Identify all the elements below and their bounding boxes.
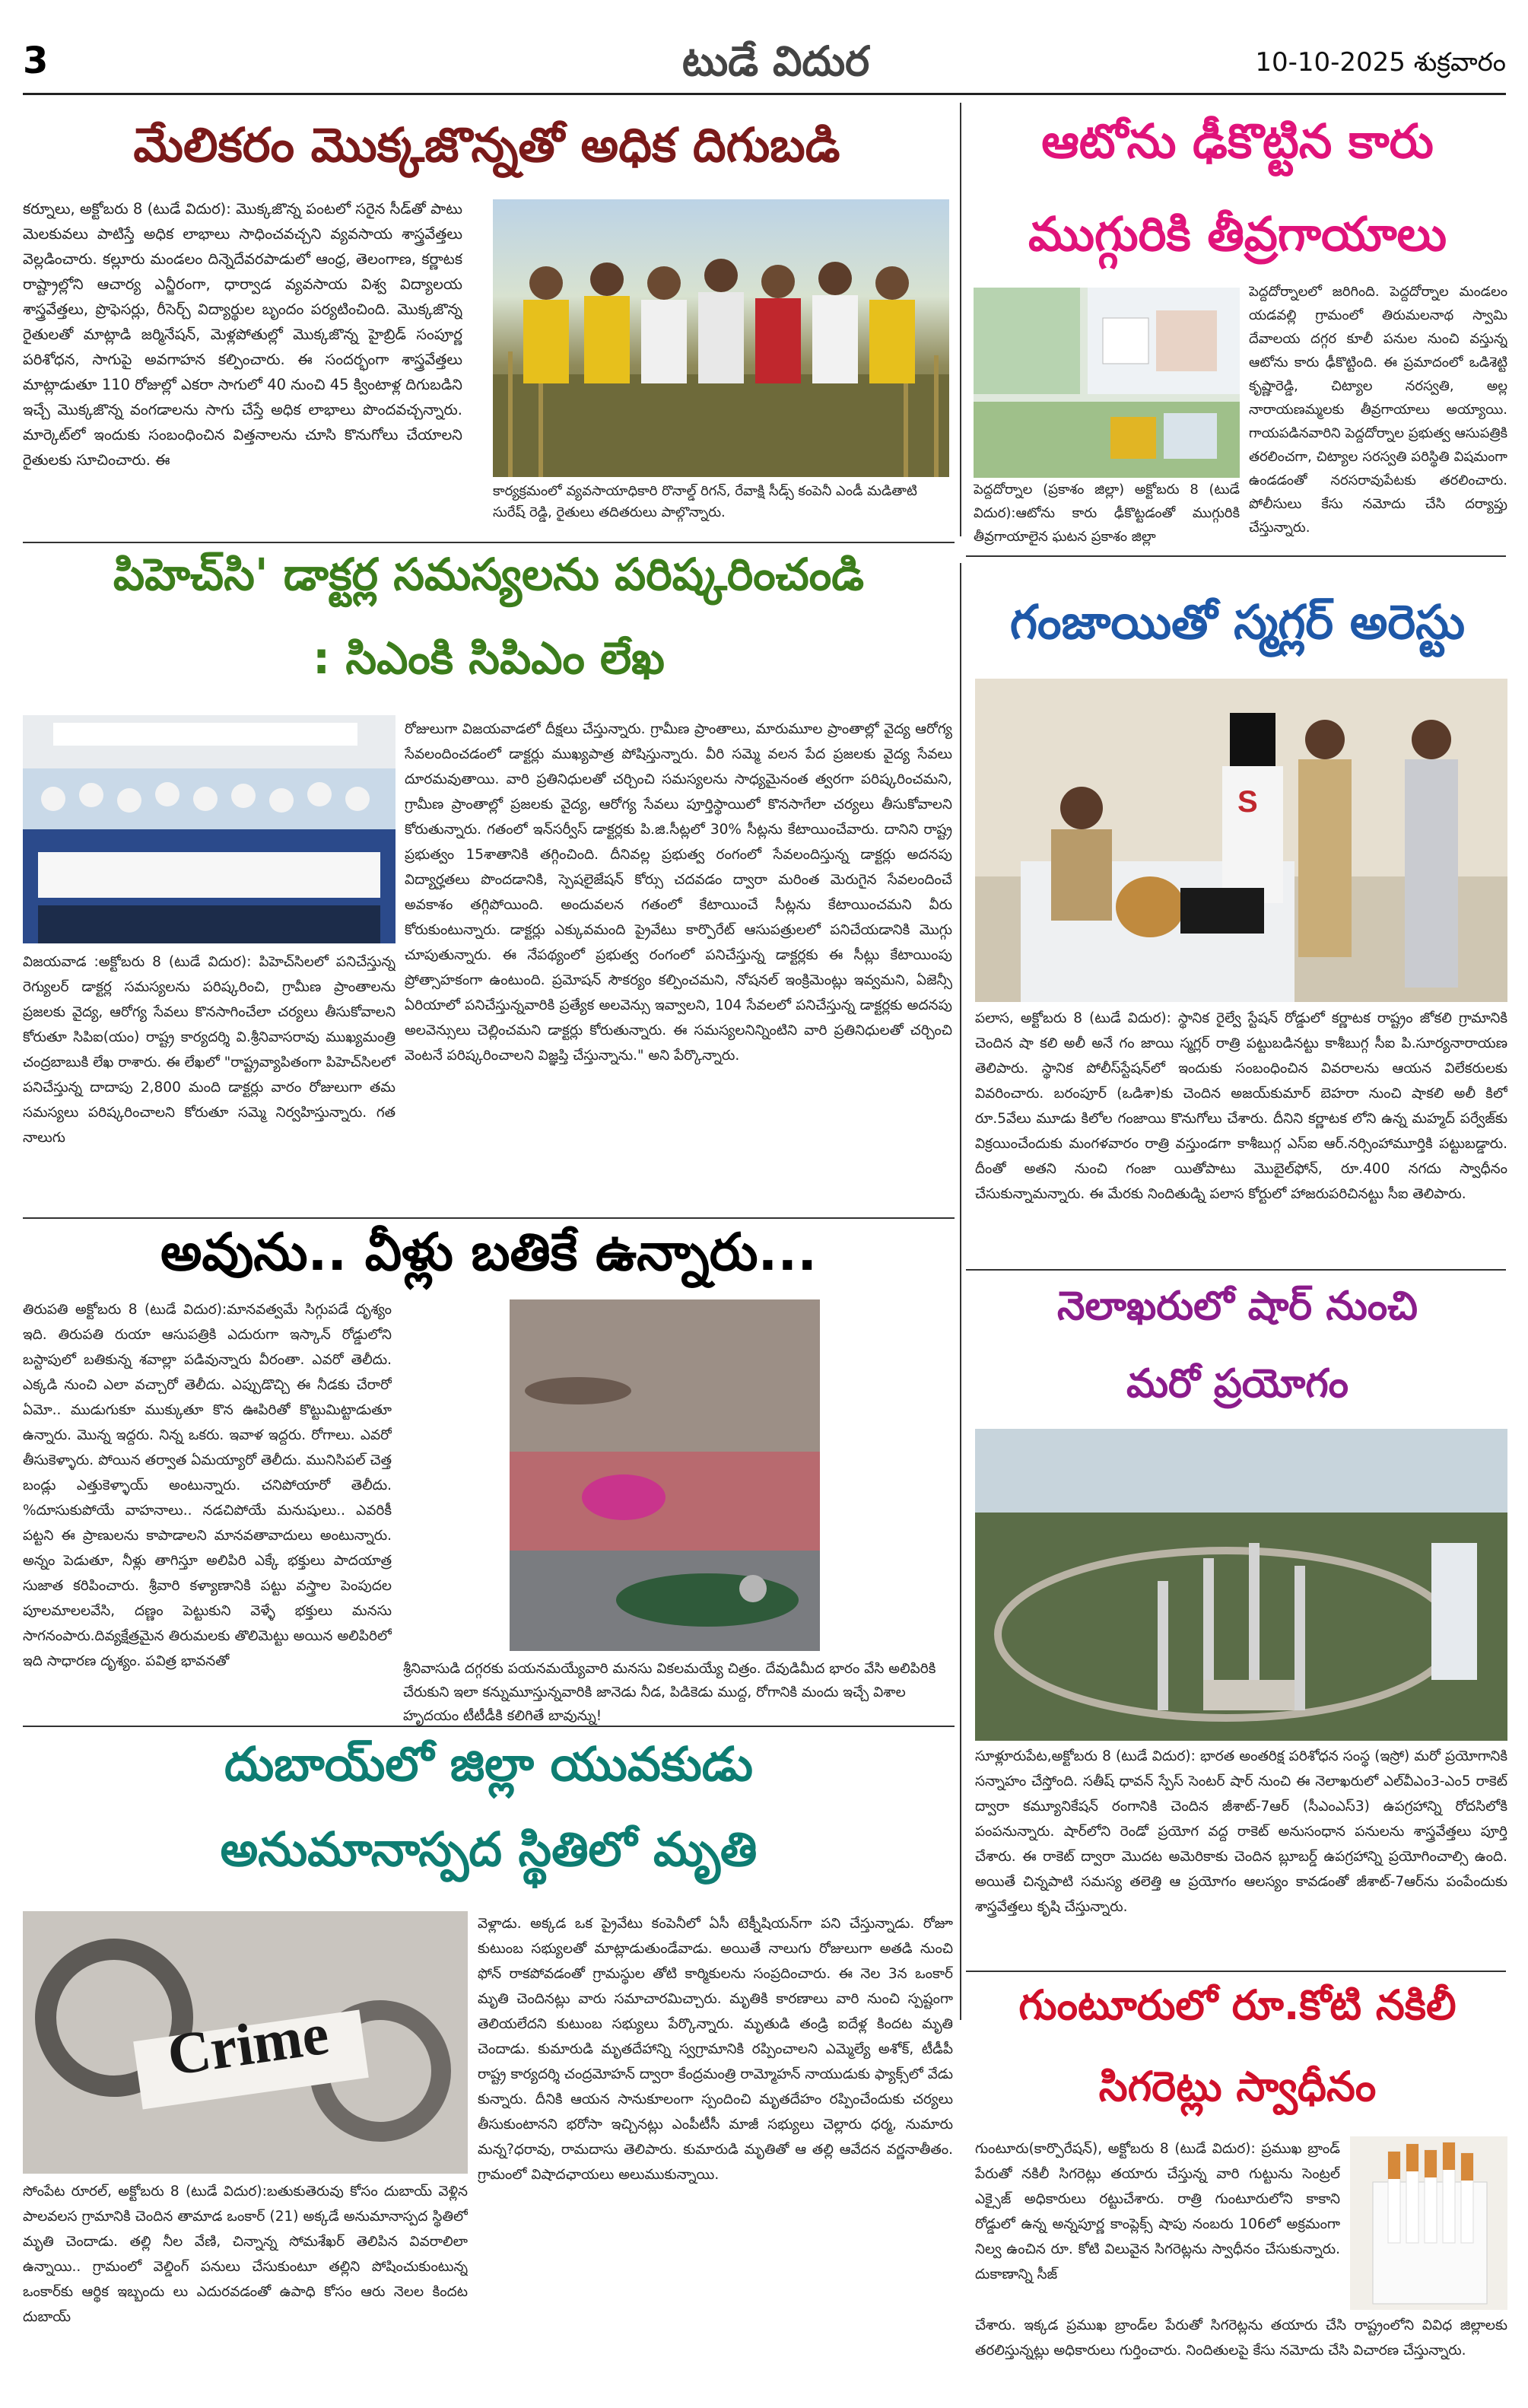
story7-body-left: సోంపేట రూరల్, అక్టోబరు 8 (టుడే విదుర):బతుకుతెరువు కోసం దుబాయ్ వెళ్లిన పాలవలస గ్రామానికి చెందిన తామాడ ఒంకార్ (21) అక్కడే అనుమానాస్పద స్థితిలో మృతి చెందాడు. తల్లి నీల వేణి, చిన్నాన్న సోమశేఖర్ తెలిపిన వివరాలిలా ఉన్నాయి.. గ్రామంలో వెల్డింగ్ పనులు చేసుకుంటూ తల్లిని పోషించుకుంటున్న ఒంకార్‌కు ఆర్థిక ఇబ్బందు లు ఎదురవడంతో ఉపాధి కోసం ఆరు నెలల కిందట దుబాయ్ <box>23 2184 468 2325</box>
section-divider <box>966 1269 1506 1271</box>
story7-headline-line2: అనుమానాస్పద స్థితిలో మృతి <box>220 1821 758 1877</box>
story8-body-left: గుంటూరు(కార్పొరేషన్), అక్టోబరు 8 (టుడే విదుర): ప్రముఖ బ్రాండ్ పేరుతో నకిలీ సిగరెట్లు తయారు చేస్తున్న వారి గుట్టును సెంట్రల్ ఎక్సైజ్ అధికారులు రట్టుచేశారు. రాత్రి గుంటూరులోని కాకాని రోడ్డులో ఉన్న అన్నపూర్ణ కాంప్లెక్స్ షాపు నంబరు 106లో అక్రమంగా నిల్వ ఉంచిన రూ. కోటి విలువైన సిగరెట్లను స్వాధీనం చేసుకున్నారు. దుకాణాన్ని సీజ్ <box>975 2141 1340 2282</box>
story4-headline: గంజాయితో స్మగ్లర్ అరెస్టు <box>1009 594 1466 650</box>
story6-headline-line2: మరో ప్రయోగం <box>1126 1361 1349 1407</box>
story5-photo <box>510 1299 820 1651</box>
story4-photo <box>975 679 1507 1002</box>
section-divider <box>23 1726 955 1727</box>
story7-photo <box>23 1911 468 2174</box>
story7-body-right: వెళ్లాడు. అక్కడ ఒక ప్రైవేటు కంపెనీలో ఏసీ టెక్నీషియన్‌గా పని చేస్తున్నాడు. రోజూ కుటుంబ సభ్యులతో మాట్లాడుతుండేవాడు. అయితే నాలుగు రోజులుగా అతడి నుంచి ఫోన్ రాకపోవడంతో గ్రామస్థుల తోటి కార్మికులను సంప్రదించారు. ఈ నెల 3న ఒంకార్ మృతి చెందినట్లు వారు సమాచారమిచ్చారు. మృతికి కారణాలు వారి నుంచి స్పష్టంగా తెలియలేదని కుటుంబ సభ్యులు పేర్కొన్నారు. మృతుడి తండ్రి ఐదేళ్ల కిందట మృతి చెందాడు. కుమారుడి మృతదేహాన్ని స్వగ్రామానికి రప్పించాలని ఎమ్మెల్యే అశోక్, టీడీపీ రాష్ట్ర కార్యదర్శి చంద్రమోహన్ ద్వారా కేంద్రమంత్రి రామ్మోహన్ నాయుడుకు ఫ్యాక్స్‌లో వేడు కున్నారు. దీనికి ఆయన సానుకూలంగా స్పందించి మృతదేహం రప్పించేందుకు చర్యలు తీసుకుంటానని భరోసా ఇచ్చినట్లు ఎంపీటీసీ మాజీ సభ్యులు చెల్లారు ధర్మ, నుమారు మన్న?ధరావు, రామదాసు తెలిపారు. కుమారుడి మృతితో ఆ తల్లి ఆవేదన వర్ణనాతీతం. గ్రామంలో విషాదఛాయలు అలుముకున్నాయి. <box>478 1916 953 2183</box>
story2-body-right: పెద్దదోర్నాలలో జరిగింది. పెద్దదోర్నాల మండలం యడవల్లి గ్రామంలో తిరుమలనాథ స్వామి దేవాలయ దగ్గర కూలీ పనుల నుంచి వస్తున్న ఆటోను కారు ఢీకొట్టింది. ఈ ప్రమాదంలో ఒడిశెట్టి కృష్ణారెడ్డి, చిట్యాల నరస్వతి, అల్ల నారాయణమ్మలకు తీవ్రగాయాలు అయ్యాయి. గాయపడినవారిని పెద్దదోర్నాల ప్రభుత్వ ఆసుపత్రికి తరలించగా, చిట్యాల సరస్వతి పరిస్థితి విషమంగా ఉండడంతో నరసరావుపేటకు తరలించారు. పోలీసులు కేసు నమోదు చేసి దర్యాప్తు చేస్తున్నారు. <box>1249 284 1507 536</box>
story1-headline: మేలికరం మొక్కజొన్నతో అధిక దిగుబడి <box>133 117 840 173</box>
page-number: 3 <box>23 40 49 82</box>
story1-body: కర్నూలు, అక్టోబరు 8 (టుడే విదుర): మొక్కజొన్న పంటలో సరైన సీడ్‌తో పాటు మెలకువలు పాటిస్తే అధిక లాభాలు సాధించవచ్చని వ్యవసాయ శాస్త్రవేత్తలు వెల్లడించారు. కల్లూరు మండలం దిన్నెదేవరపాడులో ఆంధ్ర, తెలంగాణ, కర్ణాటక రాష్ట్రాల్లోని ఆచార్య ఎన్జీరంగా, ధార్వాడ వ్యవసాయ విశ్వ విద్యాలయ శాస్త్రవేత్తలు, ప్రొఫెసర్లు, రీసెర్చ్ విద్యార్థుల బృందం పర్యటించింది. మొక్కజొన్న రైతులతో మాట్లాడి జర్మినేషన్, మెళ్లపోతుల్లో మొక్కజొన్న హైబ్రిడ్ సంపూర్ణ పరిశోధన, సాగుపై అవగాహన కల్పించారు. ఈ సందర్భంగా శాస్త్రవేత్తలు మాట్లాడుతూ 110 రోజుల్లో ఎకరా సాగులో 40 నుంచి 45 క్వింటాళ్ల దిగుబడిని ఇచ్చే మొక్కజొన్న వంగడాలను సాగు చేస్తే అధిక లాభాలు పొందవచ్చన్నారు. మార్కెట్‌లో ఇందుకు సంబంధించిన విత్తనాలను చూసి కొనుగోలు చేయాలని రైతులకు సూచించారు. ఈ <box>23 200 462 469</box>
launch-pad-illustration <box>975 1429 1507 1741</box>
story8-headline-line2: సిగరెట్లు స్వాధీనం <box>1098 2063 1377 2111</box>
story6-headline-line1: నెలాఖరులో షార్ నుంచి <box>1057 1284 1418 1329</box>
story2-headline-line2: ముగ్గురికి తీవ్రగాయాలు <box>1028 206 1447 262</box>
section-divider <box>966 1971 1506 1972</box>
story4-body: పలాస, అక్టోబరు 8 (టుడే విదుర): స్థానిక రైల్వే స్టేషన్ రోడ్డులో కర్ణాటక రాష్ట్రం జోకలి గ్రామానికి చెందిన షా కలి అలీ అనే గం జాయి స్మగ్లర్ రాత్రి పట్టుబడినట్టు కాశీబుగ్గ సీఐ పి.సూర్యనారాయణ తెలిపారు. స్థానిక పోలీస్‌స్టేషన్‌లో ఇందుకు సంబంధించిన వివరాలను ఆయన విలేకరులకు వివరించారు. బరంపూర్ (ఒడిశా)కు చెందిన అజయ్‌కుమార్ బెహరా నుంచి షాకలి అలీ కిలో రూ.5వేలు మూడు కిలోల గంజాయి కొనుగోలు చేశారు. దీనిని కర్ణాటక లోని ఉన్న మహ్మద్ పర్వేజ్‌కు విక్రయించేందుకు మంగళవారం రాత్రి వస్తుండగా కాశీబుగ్గ ఎస్ఐ ఆర్.నర్సింహామూర్తికి పట్టుబడ్డారు. దీంతో అతని నుంచి గంజా యితోపాటు మొబైల్‌ఫోన్, రూ.400 నగదు స్వాధీనం చేసుకున్నామన్నారు. ఈ మేరకు నిందితుడ్ని పలాస కోర్టులో హాజరుపరిచినట్టు సీఐ తెలిపారు. <box>975 1010 1507 1202</box>
column-divider <box>960 103 961 536</box>
story2-photo <box>974 288 1240 478</box>
story8-headline-line1: గుంటూరులో రూ.కోటి నకిలీ <box>1018 1981 1457 2029</box>
bus-stop-illustration <box>510 1299 820 1651</box>
police-arrest-illustration <box>975 679 1507 1002</box>
farmers-group-illustration <box>493 199 949 477</box>
crime-image-text: Crime <box>163 1999 333 2088</box>
doctors-protest-illustration <box>23 715 396 943</box>
story2-headline-line1: ఆటోను ఢీకొట్టిన కారు <box>1041 113 1434 169</box>
masthead-divider <box>23 93 1506 95</box>
section-divider <box>23 1217 955 1219</box>
story8-photo <box>1350 2136 1507 2310</box>
story3-headline-line1: పిహెచ్‌సి' డాక్టర్ల సమస్యలను పరిష్కరించండి <box>113 549 865 600</box>
story5-headline: అవును.. వీళ్లు బతికే ఉన్నారు... <box>160 1223 818 1283</box>
masthead-title: టుడే విదుర <box>681 37 870 85</box>
column-divider <box>960 563 961 2020</box>
masthead-date: 10-10-2025 శుక్రవారం <box>1255 47 1506 78</box>
cigarettes-illustration <box>1350 2136 1507 2310</box>
story3-photo <box>23 715 396 943</box>
story5-body: తిరుపతి అక్టోబరు 8 (టుడే విదుర):మానవత్వమే సిగ్గుపడే దృశ్యం ఇది. తిరుపతి రుయా ఆసుపత్రికి ఎదురుగా ఇస్కాన్ రోడ్డులోని బస్టాపులో బతికున్న శవాల్లా పడివున్నారు వీరంతా. ఎవరో తెలీదు. ఎక్కడి నుంచి ఎలా వచ్చారో తెలీదు. ఎప్పుడొచ్చి ఈ నీడకు చేరారో ఏమో.. ముడుగుకూ ముక్కుతూ కొన ఊపిరితో కొట్టుమిట్టాడుతూ ఉన్నారు. మొన్న ఇద్దరు. నిన్న ఒకరు. ఇవాళ ఇద్దరు. రోగాలు. ఎవరో తీసుకెళ్ళారు. పోయిన తర్వాత ఏమయ్యారో తెలీదు. మునిసిపల్ చెత్త బండ్లు ఎత్తుకెళ్ళాయ్ అంటున్నారు. చనిపోయారో తెలీదు. %దూసుకుపోయే వాహనాలు.. నడచిపోయే మనుషులు.. ఎవరికీ పట్టని ఈ ప్రాణులను కాపాడాలని మానవతావాదులు అంటున్నారు. అన్నం పెడుతూ, నీళ్లు తాగిస్తూ అలిపిరి ఎక్కే భక్తులు పాదయాత్ర సుజాత కరిపించారు. శ్రీవారి కళ్యాణానికి పట్టు వస్త్రాల పెంపుదల పూలమాలలవేసి, దణ్ణం పెట్టుకుని వెళ్ళే భక్తులు మనసు సాగనంపారు.దివ్యక్షేత్రమైన తిరుమలకు తొలిమెట్టు అయిన అలిపిరిలో ఇది సాధారణ దృశ్యం. పవిత్ర భావనతో <box>23 1302 392 1669</box>
section-divider <box>966 555 1506 557</box>
story6-photo <box>975 1429 1507 1741</box>
story1-photo <box>493 199 949 477</box>
story7-headline-line1: దుబాయ్‌లో జిల్లా యువకుడు <box>224 1736 754 1792</box>
story2-body-left: పెద్దదోర్నాల (ప్రకాశం జిల్లా) అక్టోబరు 8 (టుడే విదుర):ఆటోను కారు ఢీకొట్టడంతో ముగ్గురికి తీవ్రగాయాలైన ఘటన ప్రకాశం జిల్లా <box>974 482 1240 545</box>
story3-body-left: విజయవాడ :అక్టోబరు 8 (టుడే విదుర): పిహెచ్‌సిలలో పనిచేస్తున్న రెగ్యులర్ డాక్టర్ల సమస్యలను పరిష్కరించి, గ్రామీణ ప్రాంతాలను ప్రజలకు వైద్య, ఆరోగ్య సేవలు కొనసాగించేలా చర్యలు తీసుకోవాలని కోరుతూ సిపిఐ(యం) రాష్ట్ర కార్యదర్శి వి.శ్రీనివాసరావు ముఖ్యమంత్రి చంద్రబాబుకి లేఖ రాశారు. ఈ లేఖలో "రాష్ట్రవ్యాపితంగా పిహెచ్‌సిలలో పనిచేస్తున్న దాదాపు 2,800 మంది డాక్టర్లు వారం రోజులుగా తమ సమస్యలు పరిష్కరించాలని కోరుతూ సమ్మె నిర్వహిస్తున్నారు. గత నాలుగు <box>23 954 396 1146</box>
story6-body: సూళ్లూరుపేట,అక్టోబరు 8 (టుడే విదుర): భారత అంతరిక్ష పరిశోధన సంస్థ (ఇస్రో) మరో ప్రయోగానికి సన్నాహం చేస్తోంది. సతీష్ ధావన్ స్పేస్ సెంటర్ షార్ నుంచి ఈ నెలాఖరులో ఎల్‌వీఎం3-ఎం5 రాకెట్ ద్వారా కమ్యూనికేషన్ రంగానికి చెందిన జీశాట్-7ఆర్ (సీఎంఎస్3) ఉపగ్రహాన్ని రోదసిలోకి పంపనున్నారు. షార్‌లోని రెండో ప్రయోగ వద్ద రాకెట్ అనుసంధాన పనులను శాస్త్రవేత్తలు పూర్తి చేశారు. ఈ రాకెట్ ద్వారా మొదట అమెరికాకు చెందిన బ్లూబర్డ్ ఉపగ్రహాన్ని ప్రయోగించాల్సి ఉంది. అయితే చిన్నపాటి సమస్య తలెత్తి ఆ ప్రయోగం ఆలస్యం కావడంతో జీశాట్-7ఆర్‌ను పంపేందుకు శాస్త్రవేత్తలు కృషి చేస్తున్నారు. <box>975 1748 1507 1915</box>
section-divider <box>23 542 955 543</box>
story3-body-right: రోజులుగా విజయవాడలో దీక్షలు చేస్తున్నారు. గ్రామీణ ప్రాంతాలు, మారుమూల ప్రాంతాల్లో వైద్య ఆరోగ్య సేవలందించడంలో డాక్టర్లు ముఖ్యపాత్ర పోషిస్తున్నారు. వీరి సమ్మె వలన పేద ప్రజలకు వైద్య సేవలు దూరమవుతాయి. వారి ప్రతినిధులతో చర్చించి సమస్యలను సాధ్యమైనంత త్వరగా పరిష్కరించమని, గ్రామీణ ప్రాంతాల్లో ప్రజలకు వైద్య, ఆరోగ్య సేవలు పూర్తిస్థాయిలో కొనసాగేలా చర్యలు తీసుకోవాలని కోరుతున్నారు. గతంలో ఇన్‌సర్వీస్ డాక్టర్లకు పి.జి.సీట్లలో 30% సీట్లను కేటాయించేవారు. దానిని రాష్ట్ర ప్రభుత్వం 15శాతానికి తగ్గించింది. దీనివల్ల ప్రభుత్వ రంగంలో సేవలందిస్తున్న డాక్టర్లు అదనపు విద్యార్హతలు పొందడానికి, స్పెషలైజేషన్ కోర్సు చదవడం ద్వారా మరింత మెరుగైన సేవలందించే అవకాశం తగ్గిపోయింది. అందువలన గతంలో కేటాయించే సీట్లను కేటాయించమని వీరు కోరుకుంటున్నారు. డాక్టర్లు ఎక్కువమంది ప్రైవేటు కార్పొరేట్ ఆసుపత్రులలో పనిచేయడానికి మొగ్గు చూపుతున్నారు. ఈ నేపథ్యంలో ప్రభుత్వ రంగంలో పనిచేస్తున్న డాక్టర్లకు ఈ సీట్లు కేటాయింపు ప్రోత్సాహకంగా ఉంటుంది. ప్రమోషన్ సౌకర్యం కల్పించమని, నోషనల్ ఇంక్రిమెంట్లు ఇవ్వమని, ఏజెన్సీ ఏరియాలో పనిచేస్తున్నవారికి ప్రత్యేక అలవెన్సు ఇవ్వాలని, 104 సేవలలో పనిచేస్తున్న డాక్టర్లకు అదనపు అలవెన్సులు చెల్లించమని డాక్టర్లు కోరుతున్నారు. ఈ సమస్యలనిన్నింటిని వారి ప్రతినిధులతో చర్చించి వెంటనే పరిష్కరించాలని విజ్ఞప్తి చేస్తున్నాను." అని పేర్కొన్నారు. <box>405 721 952 1064</box>
story5-caption: శ్రీనివాసుడి దగ్గరకు పయనమయ్యేవారి మనసు వికలమయ్యే చిత్రం. దేవుడిమీద భారం వేసి అలిపిరికి చేరుకుని ఇలా కన్నుమూస్తున్నవారికి జానెడు నీడ, పిడికెడు ముద్ద, రోగానికి మందు ఇచ్చే విశాల హృదయం టీటీడీకి కలిగితే బావున్ను! <box>403 1661 936 1724</box>
accident-collage <box>974 288 1240 478</box>
svg-text:S: S <box>1237 785 1258 819</box>
story3-headline-line2: : సిఎంకి సిపిఎం లేఖ <box>313 632 665 684</box>
story1-caption: కార్యక్రమంలో వ్యవసాయాధికారి రొనాల్డ్ రిగన్, రేవాక్షి సీడ్స్ కంపెనీ ఎండీ మడితాటి సురేష్ రెడ్డి, రైతులు తదితరులు పాల్గొన్నారు. <box>493 483 917 520</box>
story8-body-full: చేశారు. ఇక్కడ ప్రముఖ బ్రాండ్‌ల పేరుతో సిగరెట్లను తయారు చేసి రాష్ట్రంలోని వివిధ జిల్లాలకు తరలిస్తున్నట్లు అధికారులు గుర్తించారు. నిందితులపై కేసు నమోదు చేసి విచారణ చేస్తున్నారు. <box>975 2317 1507 2359</box>
